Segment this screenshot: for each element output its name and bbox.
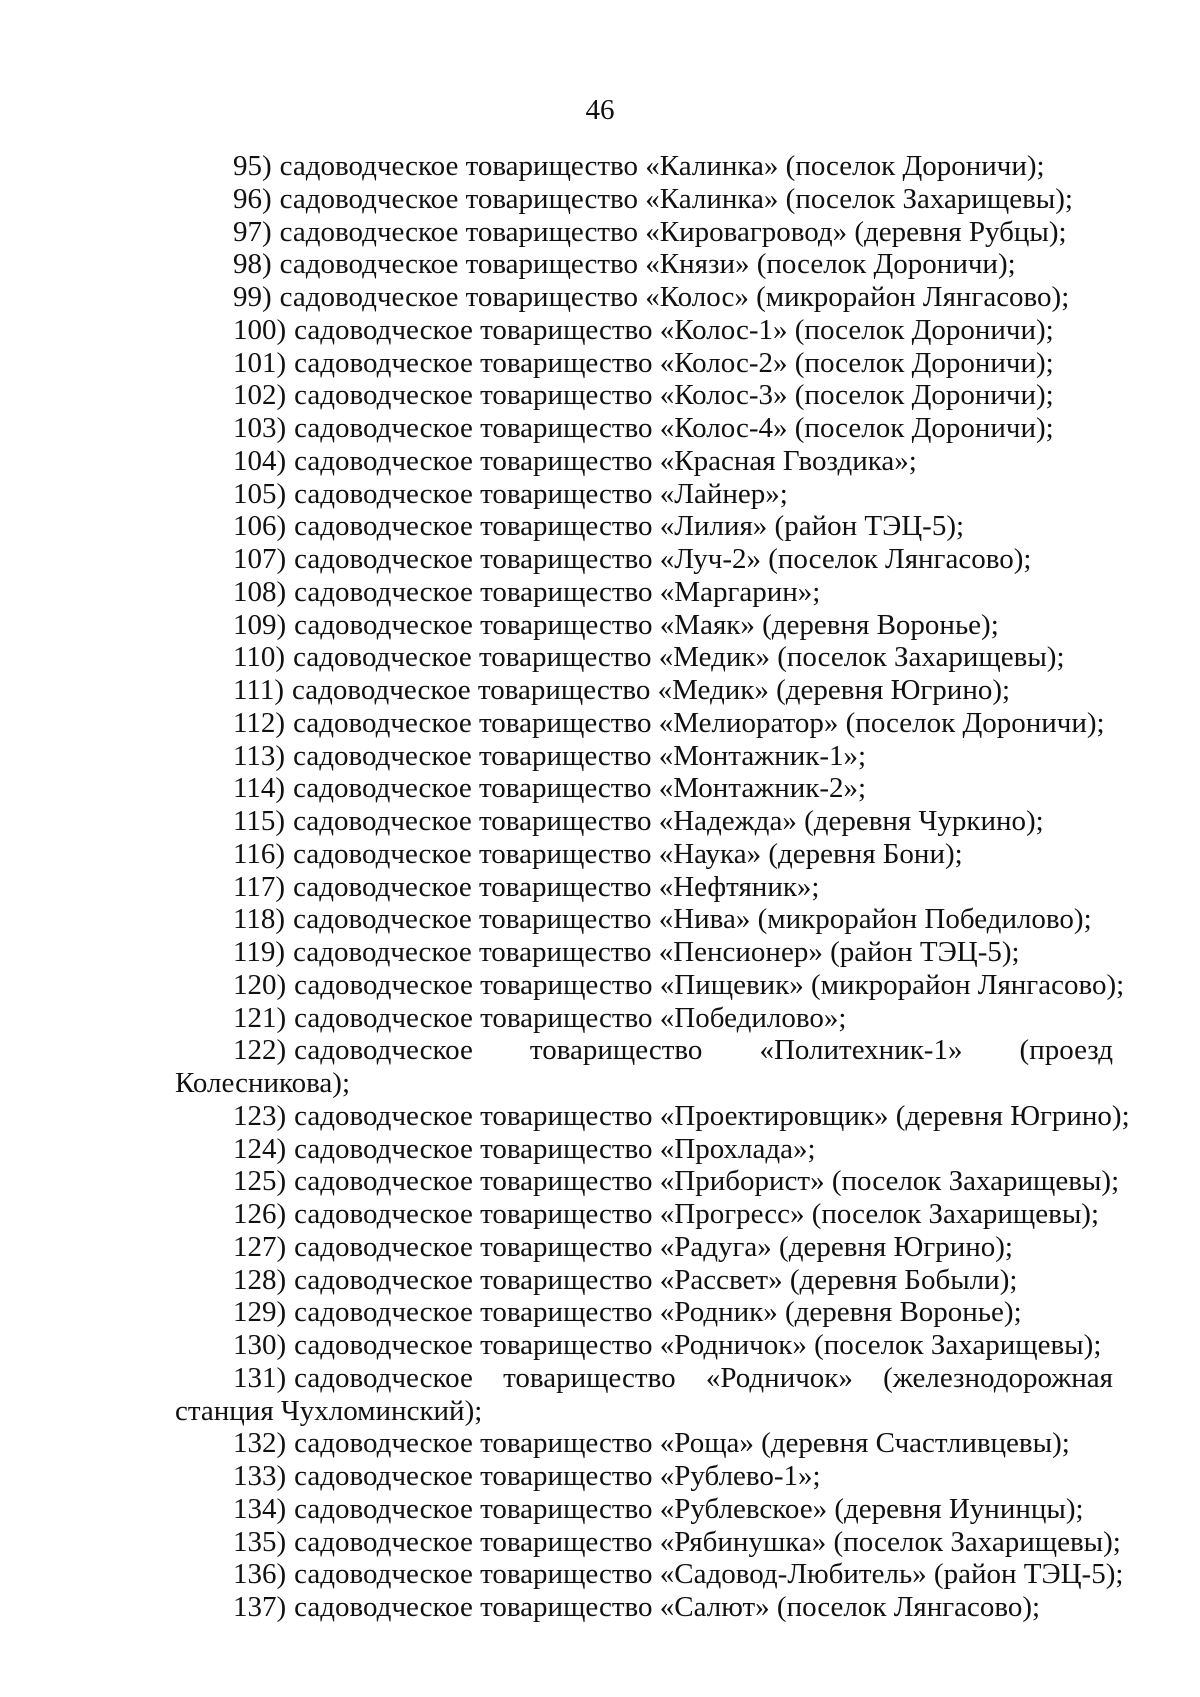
list-item xyxy=(175,1460,1113,1493)
list-item-number: 106) xyxy=(233,510,287,543)
list-item-text: садоводческое товарищество «Родник» (деревня Воронье); xyxy=(294,1296,1022,1329)
list-item xyxy=(175,641,1113,674)
list-item xyxy=(175,1329,1113,1362)
list-item-text: садоводческое товарищество «Медик» (деревня Югрино); xyxy=(292,674,1011,706)
list-item-text: садоводческое товарищество «Радуга» (деревня Югрино); xyxy=(294,1230,1013,1263)
list-item-number: 124) xyxy=(233,1132,287,1165)
list-item-text: садоводческое товарищество «Колос-4» (поселок Дороничи); xyxy=(294,412,1054,444)
list-item-text: садоводческое товарищество «Монтажник-2»; xyxy=(293,772,867,805)
list-item-number: 114) xyxy=(233,772,286,805)
list-item-text: садоводческое товарищество «Политехник-1» (проезд xyxy=(294,1034,1113,1067)
list-item-number: 133) xyxy=(233,1460,287,1492)
list-item xyxy=(175,740,1113,773)
list-item-number: 96) xyxy=(233,182,272,215)
list-item xyxy=(175,1034,1113,1100)
list-item-number: 103) xyxy=(233,412,287,444)
list-item-number: 127) xyxy=(233,1230,287,1263)
list-item-number: 102) xyxy=(233,379,287,412)
list-item-number: 135) xyxy=(233,1525,287,1558)
list-item xyxy=(175,805,1113,838)
list-item xyxy=(175,281,1113,314)
list-item-text: садоводческое товарищество «Маргарин»; xyxy=(294,575,821,608)
list-item-number: 109) xyxy=(233,608,287,641)
list-item-continuation: станция Чухломинский); xyxy=(175,1394,483,1427)
list-item xyxy=(175,510,1113,543)
list-item xyxy=(175,314,1113,347)
list-item-text: садоводческое товарищество «Прохлада»; xyxy=(294,1132,816,1165)
list-item-text: садоводческое товарищество «Колос-2» (поселок Дороничи); xyxy=(294,346,1054,379)
list-item-number: 117) xyxy=(233,870,286,903)
list-item-number: 99) xyxy=(233,281,272,313)
list-item-number: 100) xyxy=(233,313,287,346)
list-item-text: садоводческое товарищество «Нива» (микрорайон Победилово); xyxy=(293,903,1092,936)
list-item-text: садоводческое товарищество «Нефтяник»; xyxy=(293,870,820,903)
list-item xyxy=(175,936,1113,969)
list-item-number: 98) xyxy=(233,248,272,281)
list-item-number: 120) xyxy=(233,968,287,1001)
list-item-number: 105) xyxy=(233,477,287,510)
list-item-text: садоводческое товарищество «Проектировщик» (деревня Югрино); xyxy=(294,1099,1130,1132)
list-item-text: садоводческое товарищество «Рублево-1»; xyxy=(294,1460,821,1492)
list-item-text: садоводческое товарищество «Прогресс» (поселок Захарищевы); xyxy=(294,1198,1100,1230)
list-item xyxy=(175,1362,1113,1428)
list-item xyxy=(175,248,1113,281)
partnership-list xyxy=(175,150,1130,1624)
list-item-text: садоводческое товарищество «Красная Гвоздика»; xyxy=(294,444,917,477)
list-item-text: садоводческое товарищество «Калинка» (поселок Захарищевы); xyxy=(279,182,1073,215)
list-item-number: 112) xyxy=(233,706,286,739)
list-item-text: садоводческое товарищество «Колос-3» (поселок Дороничи); xyxy=(294,379,1054,412)
list-item-number: 95) xyxy=(233,150,272,182)
list-item xyxy=(175,1165,1120,1198)
list-item-text: садоводческое товарищество «Маяк» (деревня Воронье); xyxy=(294,608,999,641)
list-item xyxy=(175,609,1113,642)
list-item-text: садоводческое товарищество «Салют» (поселок Лянгасово); xyxy=(294,1591,1041,1623)
list-item-text: садоводческое товарищество «Лилия» (район ТЭЦ-5); xyxy=(294,510,965,543)
list-item-text: садоводческое товарищество «Рябинушка» (поселок Захарищевы); xyxy=(294,1525,1121,1558)
list-item-text: садоводческое товарищество «Пищевик» (микрорайон Лянгасово); xyxy=(294,968,1125,1001)
list-item-text: садоводческое товарищество «Луч-2» (поселок Лянгасово); xyxy=(294,543,1032,575)
list-item xyxy=(175,674,1113,707)
list-item-text: садоводческое товарищество «Приборист» (поселок Захарищевы); xyxy=(294,1165,1120,1198)
list-item-first-line xyxy=(175,1362,1113,1395)
list-item xyxy=(175,445,1113,478)
list-item xyxy=(175,576,1113,609)
list-item-number: 97) xyxy=(233,215,272,248)
list-item xyxy=(175,1133,1113,1166)
page-number: 46 xyxy=(585,94,615,126)
list-item-number: 125) xyxy=(233,1165,287,1198)
list-item-number: 101) xyxy=(233,346,287,379)
list-item xyxy=(175,412,1113,445)
list-item-number: 137) xyxy=(233,1591,287,1623)
list-item-number: 128) xyxy=(233,1263,287,1296)
list-item-number: 118) xyxy=(233,903,286,936)
list-item-text: садоводческое товарищество «Победилово»; xyxy=(294,1001,847,1034)
list-item-text: садоводческое товарищество «Мелиоратор» (поселок Дороничи); xyxy=(293,706,1105,739)
list-item xyxy=(175,1525,1121,1559)
list-item xyxy=(175,1558,1124,1591)
list-item xyxy=(175,1591,1113,1624)
list-item-number: 130) xyxy=(233,1329,287,1361)
list-item-number: 115) xyxy=(233,805,286,837)
list-item-number: 123) xyxy=(233,1099,287,1132)
list-item-number: 132) xyxy=(233,1427,287,1460)
list-item-text: садоводческое товарищество «Рассвет» (деревня Бобыли); xyxy=(294,1263,1018,1296)
list-item-number: 121) xyxy=(233,1001,287,1034)
list-item-number: 131) xyxy=(233,1361,287,1394)
list-item-number: 134) xyxy=(233,1492,287,1525)
list-item xyxy=(175,150,1113,183)
list-item-number: 111) xyxy=(233,674,285,706)
list-item-number: 129) xyxy=(233,1296,287,1329)
list-item xyxy=(175,1002,1113,1035)
list-item xyxy=(175,1264,1113,1297)
list-item xyxy=(175,183,1113,216)
list-item xyxy=(175,968,1125,1002)
list-item-text: садоводческое товарищество «Колос-1» (поселок Дороничи); xyxy=(294,313,1054,346)
list-item xyxy=(175,838,1113,871)
list-item-first-line xyxy=(175,1034,1113,1067)
list-item xyxy=(175,871,1113,904)
list-item-text: садоводческое товарищество «Лайнер»; xyxy=(294,477,788,510)
list-item xyxy=(175,478,1113,511)
list-item-continuation: Колесникова); xyxy=(175,1067,351,1099)
list-item-text: садоводческое товарищество «Кировагровод» (деревня Рубцы); xyxy=(279,215,1067,248)
list-item-text: садоводческое товарищество «Монтажник-1»; xyxy=(293,739,867,772)
list-item xyxy=(175,379,1113,412)
list-item-text: садоводческое товарищество «Медик» (поселок Захарищевы); xyxy=(293,641,1065,674)
list-item-number: 104) xyxy=(233,444,287,477)
list-item xyxy=(175,772,1113,805)
list-item xyxy=(175,1493,1113,1526)
list-item-text: садоводческое товарищество «Рублевское» (деревня Иунинцы); xyxy=(294,1492,1084,1525)
list-item-number: 107) xyxy=(233,543,287,575)
list-item xyxy=(175,903,1113,936)
list-item-number: 119) xyxy=(233,936,286,968)
list-item xyxy=(175,1427,1113,1460)
list-item-text: садоводческое товарищество «Садовод-Любитель» (район ТЭЦ-5); xyxy=(294,1558,1124,1591)
list-item xyxy=(175,707,1113,740)
list-item xyxy=(175,1296,1113,1329)
list-item-number: 108) xyxy=(233,575,287,608)
list-item xyxy=(175,543,1113,576)
list-item-number: 110) xyxy=(233,641,286,674)
list-item xyxy=(175,1099,1130,1133)
list-item-text: садоводческое товарищество «Колос» (микрорайон Лянгасово); xyxy=(279,281,1070,313)
list-item-text: садоводческое товарищество «Роща» (деревня Счастливцевы); xyxy=(294,1427,1070,1460)
list-item-text: садоводческое товарищество «Родничок» (железнодорожная xyxy=(294,1361,1113,1394)
list-item xyxy=(175,216,1113,249)
list-item-number: 113) xyxy=(233,739,286,772)
list-item-text: садоводческое товарищество «Надежда» (деревня Чуркино); xyxy=(293,805,1044,837)
list-item-number: 116) xyxy=(233,837,286,870)
list-item-text: садоводческое товарищество «Калинка» (поселок Дороничи); xyxy=(279,150,1045,182)
list-item-text: садоводческое товарищество «Родничок» (поселок Захарищевы); xyxy=(294,1329,1102,1361)
list-item-number: 136) xyxy=(233,1558,287,1591)
list-item-number: 126) xyxy=(233,1198,287,1230)
list-item xyxy=(175,1198,1113,1231)
list-item xyxy=(175,347,1113,380)
list-item-text: садоводческое товарищество «Князи» (поселок Дороничи); xyxy=(279,248,1016,281)
list-item-number: 122) xyxy=(233,1034,287,1067)
list-item-text: садоводческое товарищество «Наука» (деревня Бони); xyxy=(293,837,963,870)
list-item-text: садоводческое товарищество «Пенсионер» (район ТЭЦ-5); xyxy=(293,936,1020,968)
list-item xyxy=(175,1231,1113,1264)
